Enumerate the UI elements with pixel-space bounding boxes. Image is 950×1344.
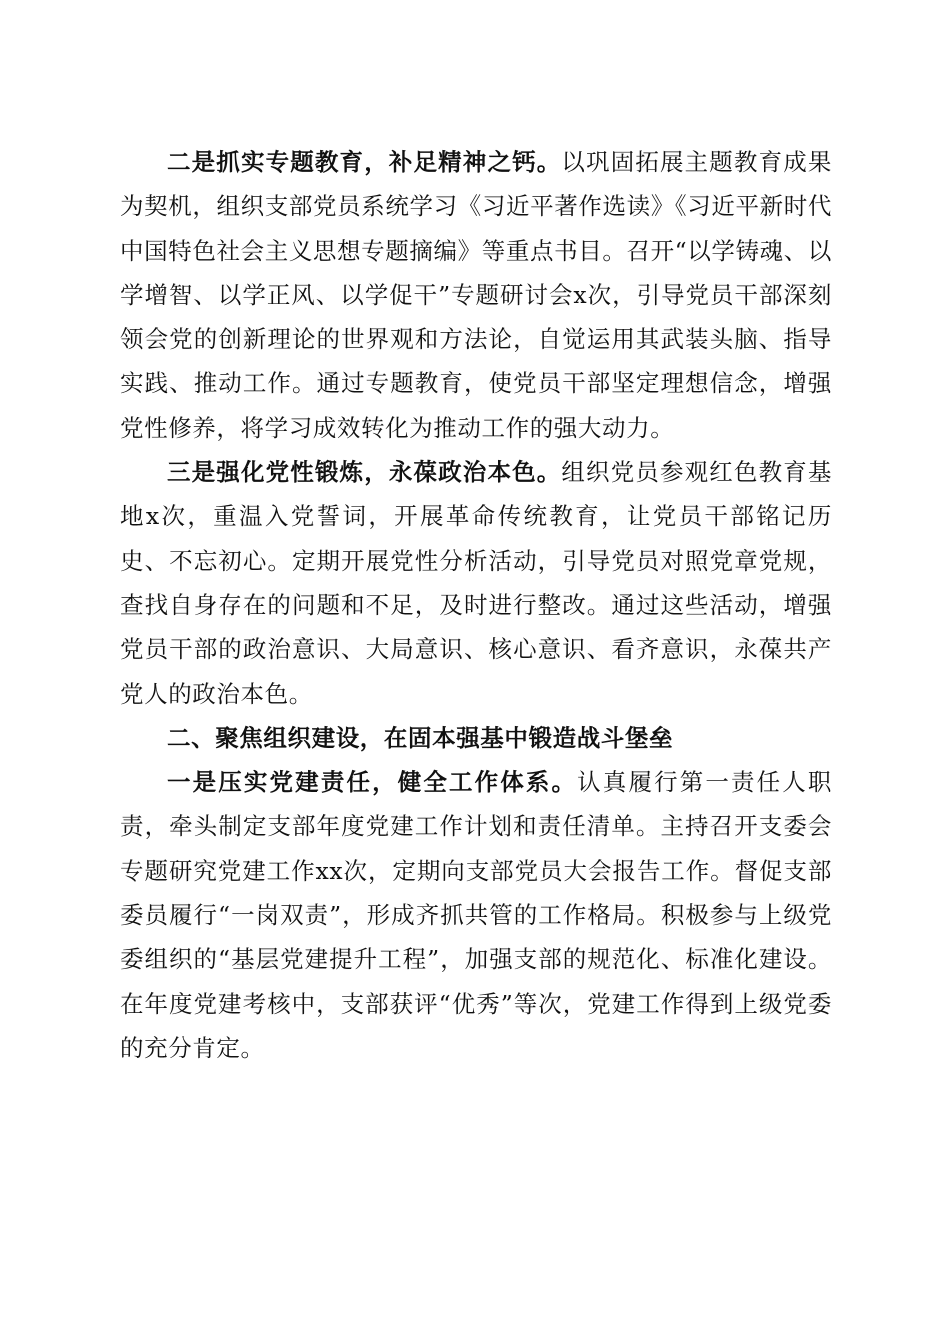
paragraph-special-education — [120, 140, 832, 450]
paragraph-party-spirit — [120, 450, 832, 716]
section-heading: 二、聚焦组织建设，在固本强基中锻造战斗堡垒 — [167, 723, 674, 752]
paragraph-lead: 三是强化党性锻炼，永葆政治本色。 — [167, 458, 562, 487]
paragraph-responsibility — [120, 760, 832, 1070]
paragraph-text: 以巩固拓展主题教育成果为契机，组织支部党员系统学习《习近平著作选读》《习近平新时代中国特色社会主义思想专题摘编》等重点书目。召开“以学铸魂、以学增智、以学正风、以学促干”专题研讨会x次，引导党员干部深刻领会党的创新理论的世界观和方法论，自觉运用其武装头脑、指导实践、推动工作。通过专题教育，使党员干部坚定理想信念，增强党性修养，将学习成效转化为推动工作的强大动力。 — [120, 148, 832, 442]
paragraph-lead: 一是压实党建责任，健全工作体系。 — [167, 768, 578, 797]
paragraph-text: 组织党员参观红色教育基地x次，重温入党誓词，开展革命传统教育，让党员干部铭记历史、不忘初心。定期开展党性分析活动，引导党员对照党章党规，查找自身存在的问题和不足，及时进行整改。通过这些活动，增强党员干部的政治意识、大局意识、核心意识、看齐意识，永葆共产党人的政治本色。 — [120, 458, 832, 708]
paragraph-lead: 二是抓实专题教育，补足精神之钙。 — [167, 148, 562, 176]
document-body — [120, 140, 832, 1070]
paragraph-text: 认真履行第一责任人职责，牵头制定支部年度党建工作计划和责任清单。主持召开支委会专题研究党建工作xx次，定期向支部党员大会报告工作。督促支部委员履行“一岗双责”，形成齐抓共管的工作格局。积极参与上级党委组织的“基层党建提升工程”，加强支部的规范化、标准化建设。在年度党建考核中，支部获评“优秀”等次，党建工作得到上级党委的充分肯定。 — [120, 768, 832, 1062]
